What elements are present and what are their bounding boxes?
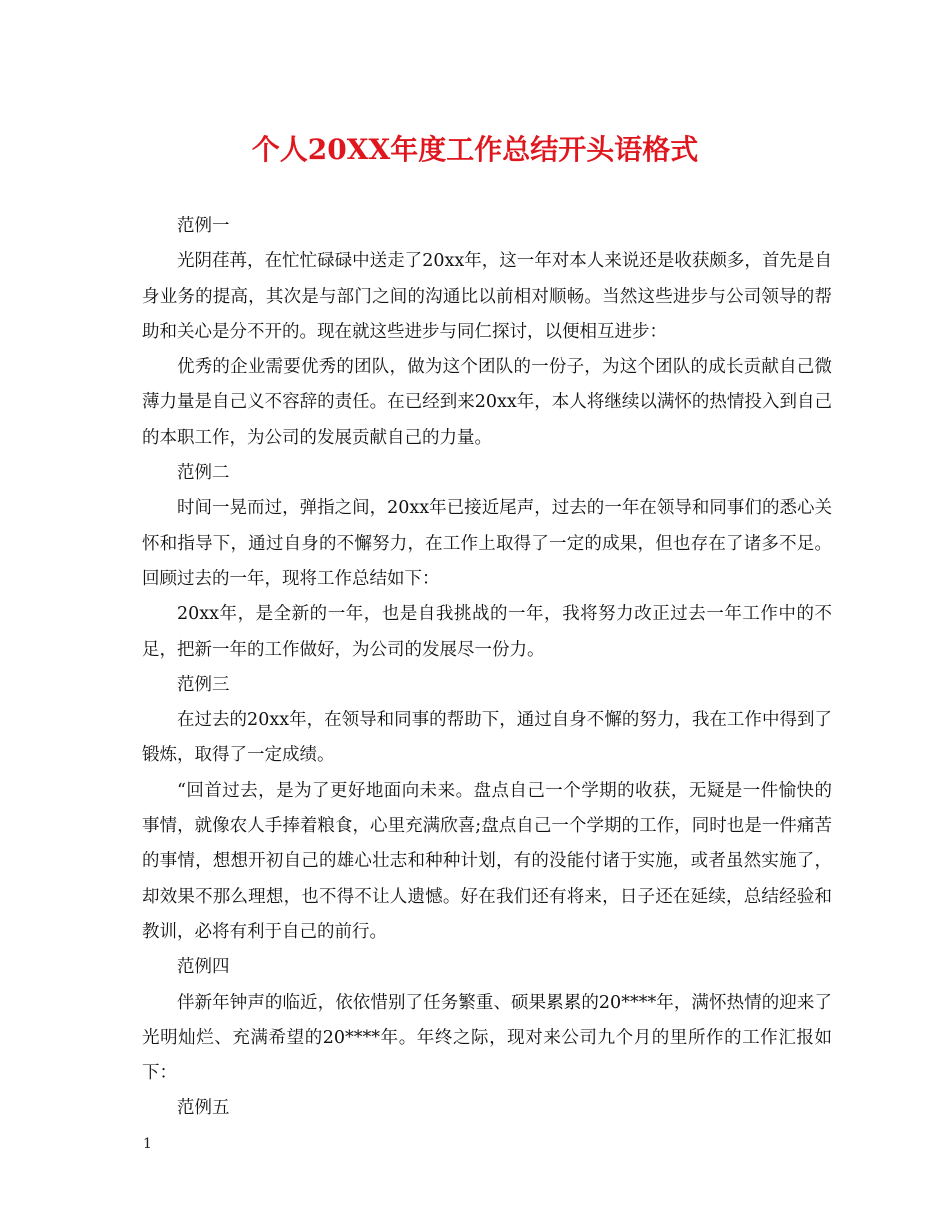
heading-example-5: 范例五 bbox=[177, 1098, 230, 1119]
paragraph: 20xx年，是全新的一年，也是自我挑战的一年，我将努力改正过去一年工作中的不足，把新一年的工作做好，为公司的发展尽一份力。 bbox=[142, 604, 832, 660]
heading-example-3: 范例三 bbox=[177, 674, 230, 695]
document-body bbox=[142, 209, 832, 1127]
paragraph: 伴新年钟声的临近，依依惜别了任务繁重、硕果累累的20****年，满怀热情的迎来了光明灿烂、充满希望的20****年。年终之际，现对来公司九个月的里所作的工作汇报如下： bbox=[142, 992, 832, 1084]
paragraph: 光阴荏苒，在忙忙碌碌中送走了20xx年，这一年对本人来说还是收获颇多，首先是自身业务的提高，其次是与部门之间的沟通比以前相对顺畅。当然这些进步与公司领导的帮助和关心是分不开的。现在就这些进步与同仁探讨，以便相互进步： bbox=[142, 251, 832, 342]
heading-example-4: 范例四 bbox=[177, 957, 230, 978]
paragraph: 在过去的20xx年，在领导和同事的帮助下，通过自身不懈的努力，我在工作中得到了锻炼，取得了一定成绩。 bbox=[142, 710, 832, 766]
paragraph: 时间一晃而过，弹指之间，20xx年已接近尾声，过去的一年在领导和同事们的悉心关怀和指导下，通过自身的不懈努力，在工作上取得了一定的成果，但也存在了诸多不足。回顾过去的一年，现将工作总结如下： bbox=[142, 498, 832, 589]
heading-example-2: 范例二 bbox=[177, 463, 230, 484]
page-number: 1 bbox=[143, 1136, 152, 1152]
heading-example-1: 范例一 bbox=[177, 216, 230, 236]
paragraph: 优秀的企业需要优秀的团队，做为这个团队的一份子，为这个团队的成长贡献自己微薄力量是自己义不容辞的责任。在已经到来20xx年，本人将继续以满怀的热情投入到自己的本职工作，为公司的发展贡献自己的力量。 bbox=[142, 357, 832, 448]
document-title: 个人20XX年度工作总结开头语格式 bbox=[251, 133, 699, 166]
quote-paragraph: “回首过去，是为了更好地面向未来。盘点自己一个学期的收获，无疑是一件愉快的事情，就像农人手捧着粮食，心里充满欣喜;盘点自己一个学期的工作，同时也是一件痛苦的事情，想想开初自己的雄心壮志和种种计划，有的没能付诸于实施，或者虽然实施了，却效果不那么理想，也不得不让人遗憾。好在我们还有将来，日子还在延续，总结经验和教训，必将有利于自己的前行。 bbox=[142, 780, 832, 942]
